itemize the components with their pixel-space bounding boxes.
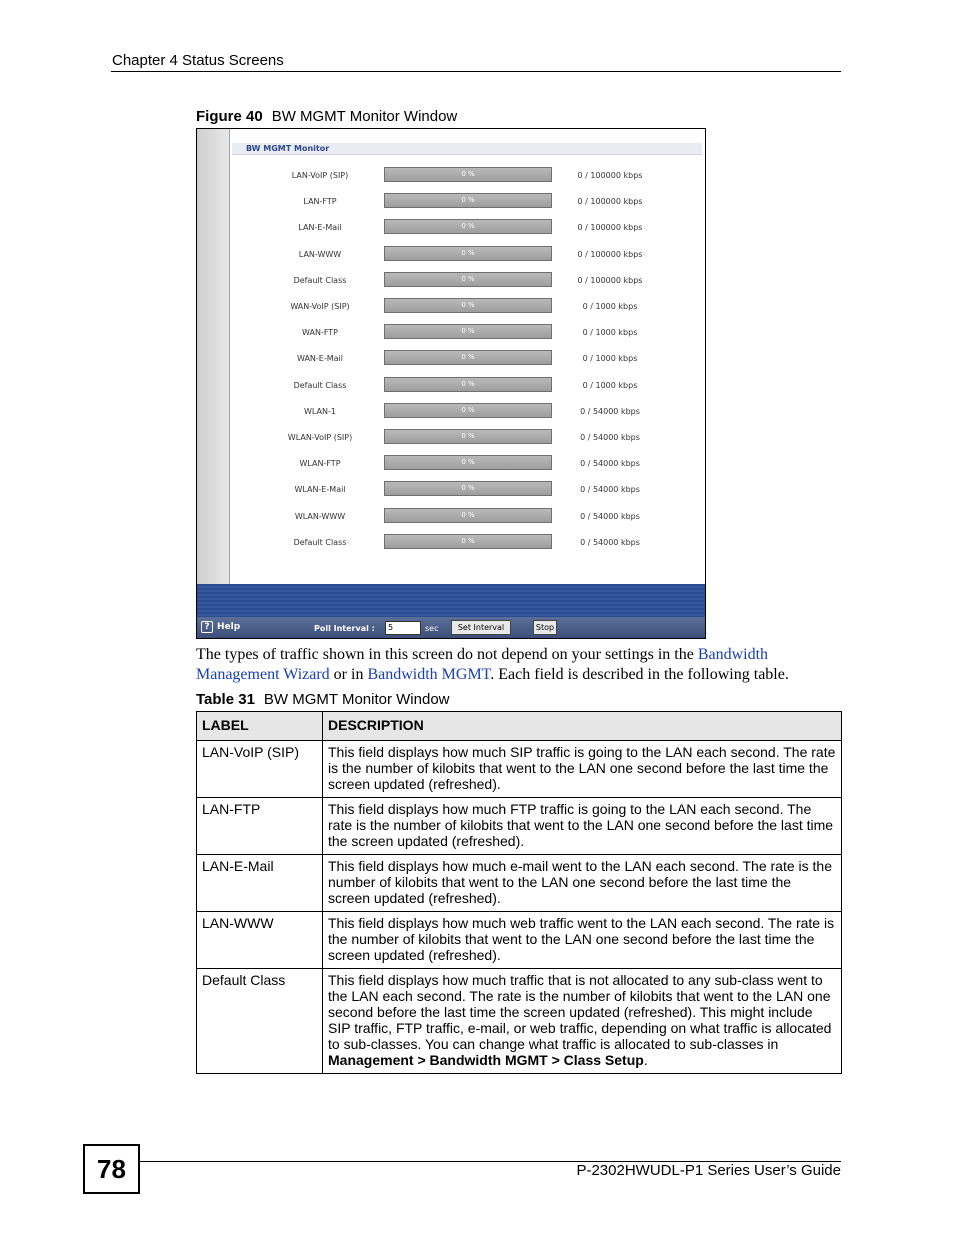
usage-bar: 0 % [384, 272, 552, 287]
monitor-label: Default Class [293, 275, 347, 285]
menu-path: Management > Bandwidth MGMT > Class Setup [328, 1052, 644, 1068]
monitor-label: Default Class [293, 537, 347, 547]
row-description [323, 969, 842, 1074]
monitor-row [230, 429, 706, 447]
para-text-3: . Each field is described in the following table. [490, 666, 789, 683]
usage-bar: 0 % [384, 481, 552, 496]
rate-value: 0 / 54000 kbps [580, 406, 640, 416]
row-description: This field displays how much web traffic went to the LAN each second. The rate is the number of kilobits that went to the LAN one second before the last time the screen updated (refreshed). [323, 912, 842, 969]
screenshot-footer-bar [197, 617, 705, 638]
bw-monitor-screenshot [196, 128, 706, 639]
monitor-row [230, 219, 706, 237]
monitor-label: WLAN-1 [304, 406, 336, 416]
monitor-label: WLAN-FTP [299, 459, 341, 469]
set-interval-button[interactable]: Set Interval [451, 620, 511, 635]
rate-value: 0 / 100000 kbps [577, 197, 643, 207]
monitor-label: LAN-VoIP (SIP) [291, 171, 349, 180]
monitor-label: LAN-E-Mail [298, 223, 342, 233]
help-link[interactable]: Help [217, 622, 241, 632]
usage-bar: 0 % [384, 167, 552, 182]
usage-bar: 0 % [384, 429, 552, 444]
monitor-row [230, 350, 706, 368]
rate-value: 0 / 1000 kbps [582, 380, 638, 390]
chapter-header: Chapter 4 Status Screens [112, 52, 284, 69]
rate-value: 0 / 1000 kbps [582, 328, 638, 338]
rate-value: 0 / 54000 kbps [580, 485, 640, 495]
page-number: 78 [83, 1144, 140, 1194]
link-bandwidth-wizard[interactable]: Bandwidth Management Wizard [196, 646, 769, 683]
usage-bar: 0 % [384, 246, 552, 261]
header-description: DESCRIPTION [323, 712, 842, 741]
usage-bar: 0 % [384, 193, 552, 208]
link-bandwidth-mgmt[interactable]: Bandwidth MGMT [367, 666, 491, 683]
usage-bar: 0 % [384, 403, 552, 418]
usage-bar: 0 % [384, 508, 552, 523]
monitor-panel [229, 129, 706, 585]
screenshot-sidebar [197, 129, 230, 584]
monitor-label: WLAN-E-Mail [294, 485, 346, 495]
monitor-label: Default Class [293, 380, 347, 390]
rate-value: 0 / 54000 kbps [580, 537, 640, 547]
rate-value: 0 / 100000 kbps [577, 275, 643, 285]
table-title: BW MGMT Monitor Window [263, 691, 450, 708]
monitor-row [230, 193, 706, 211]
monitor-label: WLAN-WWW [294, 511, 346, 521]
row-label: Default Class [197, 969, 323, 1074]
header-label: LABEL [197, 712, 323, 741]
monitor-row [230, 298, 706, 316]
figure-title: BW MGMT Monitor Window [271, 108, 458, 125]
figure-caption [196, 108, 457, 125]
rate-value: 0 / 54000 kbps [580, 433, 640, 442]
table-row [197, 798, 842, 855]
description-table [196, 711, 842, 1074]
usage-bar: 0 % [384, 219, 552, 234]
table-row [197, 855, 842, 912]
table-row [197, 912, 842, 969]
monitor-row [230, 246, 706, 264]
rate-value: 0 / 1000 kbps [582, 354, 638, 364]
desc-text: This field displays how much traffic that is not allocated to any sub-class went to the LAN each second. The rate is the number of kilobits that went to the LAN one second before the last time the screen updated (refreshed). This might include SIP traffic, FTP traffic, e-mail, or web traffic, depending on what traffic is allocated to sub-classes. You can change what traffic is allocated to sub-classes in [328, 972, 832, 1052]
monitor-row [230, 455, 706, 473]
usage-bar: 0 % [384, 324, 552, 339]
row-description: This field displays how much SIP traffic is going to the LAN each second. The rate is the number of kilobits that went to the LAN one second before the last time the screen updated (refreshed). [323, 741, 842, 798]
monitor-row [230, 377, 706, 395]
monitor-label: LAN-WWW [298, 249, 342, 259]
rate-value: 0 / 100000 kbps [577, 171, 643, 180]
rate-value: 0 / 1000 kbps [582, 302, 638, 311]
monitor-row [230, 403, 706, 421]
monitor-row [230, 534, 706, 552]
table-label: Table 31 [196, 691, 255, 708]
row-label: LAN-WWW [197, 912, 323, 969]
table-header-row [197, 712, 842, 741]
rate-value: 0 / 100000 kbps [577, 249, 643, 259]
usage-bar: 0 % [384, 350, 552, 365]
sec-label: sec [425, 624, 439, 633]
row-label: LAN-E-Mail [197, 855, 323, 912]
monitor-label: WAN-E-Mail [296, 354, 343, 364]
monitor-row [230, 324, 706, 342]
usage-bar: 0 % [384, 298, 552, 313]
screenshot-blue-band [197, 584, 705, 617]
table-row [197, 741, 842, 798]
rate-value: 0 / 54000 kbps [580, 511, 640, 521]
table-caption [196, 691, 450, 708]
row-label: LAN-VoIP (SIP) [197, 741, 323, 798]
poll-interval-input[interactable]: 5 [385, 621, 421, 635]
monitor-label: WAN-FTP [302, 328, 338, 338]
stop-button[interactable]: Stop [533, 620, 557, 635]
monitor-label: WLAN-VoIP (SIP) [287, 433, 353, 442]
figure-label: Figure 40 [196, 108, 263, 125]
usage-bar: 0 % [384, 534, 552, 549]
monitor-row [230, 481, 706, 499]
desc-end: . [643, 1052, 648, 1068]
poll-interval-label: Poll Interval : [314, 624, 375, 633]
para-text-1: The types of traffic shown in this screen do not depend on your settings in the [196, 646, 698, 663]
row-label: LAN-FTP [197, 798, 323, 855]
panel-title: BW MGMT Monitor [232, 143, 702, 155]
header-rule [111, 71, 841, 72]
row-description: This field displays how much FTP traffic is going to the LAN each second. The rate is the number of kilobits that went to the LAN one second before the last time the screen updated (refreshed). [323, 798, 842, 855]
body-paragraph [196, 645, 846, 685]
rate-value: 0 / 54000 kbps [580, 459, 640, 469]
table-row [197, 969, 842, 1074]
row-description: This field displays how much e-mail went to the LAN each second. The rate is the number of kilobits that went to the LAN one second before the last time the screen updated (refreshed). [323, 855, 842, 912]
monitor-label: LAN-FTP [303, 197, 337, 207]
guide-title: P-2302HWUDL-P1 Series User’s Guide [576, 1162, 841, 1179]
usage-bar: 0 % [384, 377, 552, 392]
monitor-row [230, 272, 706, 290]
help-icon[interactable]: ? [201, 621, 213, 633]
rate-value: 0 / 100000 kbps [577, 223, 643, 233]
usage-bar: 0 % [384, 455, 552, 470]
monitor-label: WAN-VoIP (SIP) [290, 302, 350, 311]
monitor-row [230, 167, 706, 185]
monitor-row [230, 508, 706, 526]
para-text-2: or in [329, 666, 368, 683]
